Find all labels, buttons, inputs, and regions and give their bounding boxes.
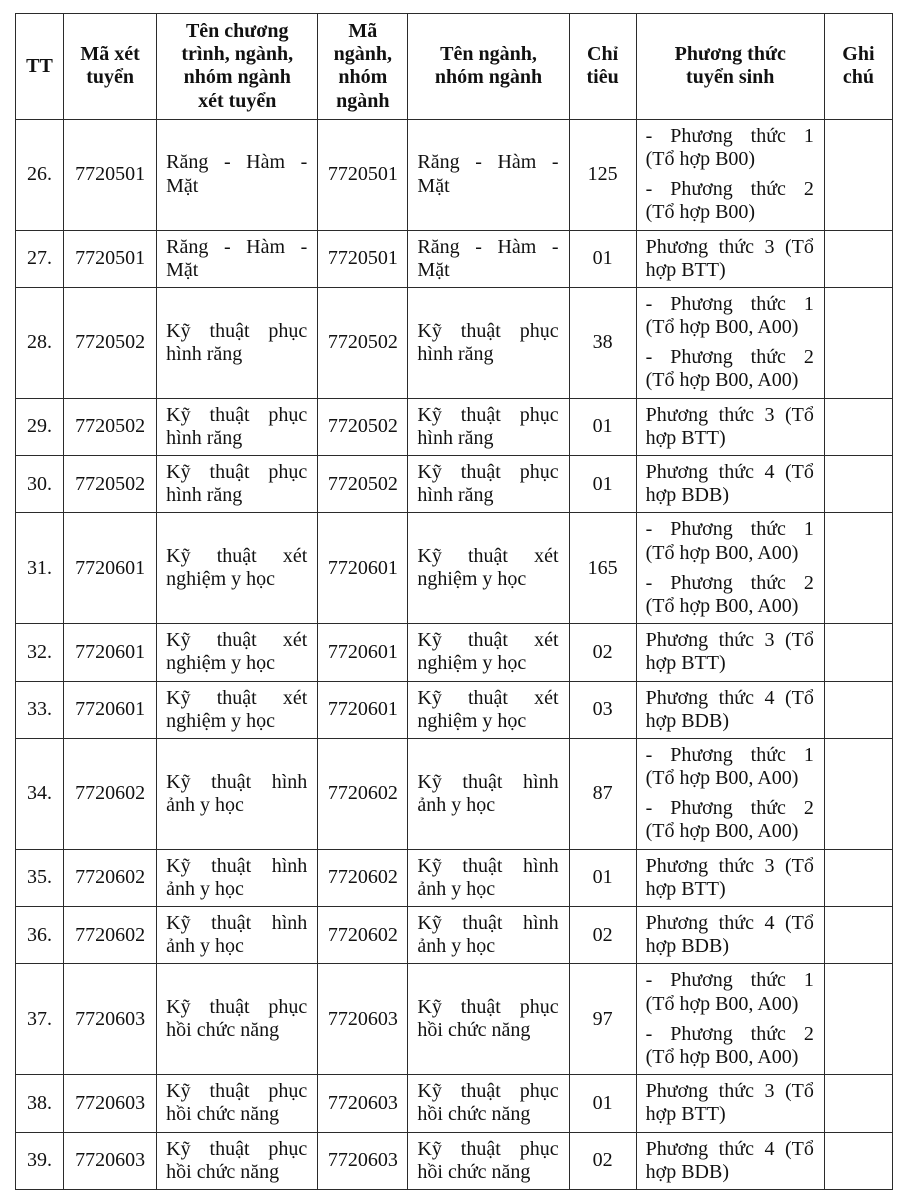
method-line: - Phương thức 2 [645,1022,814,1045]
method-line: Phương thức 3 (Tổ [645,854,814,877]
cell-ghi_chu [824,849,892,906]
header-label: chú [842,66,874,89]
program-name-line: hồi chức năng [417,1019,531,1042]
cell-ten_nganh [408,681,569,738]
program-name-line: Răng - Hàm - [166,235,308,258]
cell-ten_chuong_trinh [157,849,318,906]
cell-ma_nganh: 7720501 [318,119,408,230]
cell-ten_chuong_trinh [157,287,318,398]
cell-ghi_chu [824,1132,892,1189]
cell-ghi_chu [824,456,892,513]
cell-phuong_thuc [636,1132,824,1189]
program-name-line: hình răng [417,342,494,365]
cell-ten_chuong_trinh [157,681,318,738]
cell-ghi_chu [824,119,892,230]
admission-method-item [646,687,814,733]
header-label: nhóm [338,66,388,89]
header-label: ngành [336,89,390,112]
cell-ten_nganh [408,456,569,513]
cell-chi_tieu: 38 [569,287,636,398]
table-row [16,287,893,398]
method-line: - Phương thức 1 [645,124,814,147]
cell-ma_xet_tuyen: 7720501 [64,119,157,230]
admission-method-item [646,629,814,675]
header-label: tuyển [86,66,134,89]
method-line: Phương thức 3 (Tổ [645,235,814,258]
table-row [16,398,893,455]
header-label: Mã [348,20,378,42]
cell-chi_tieu: 87 [569,738,636,849]
cell-ten_chuong_trinh [157,1075,318,1132]
table-row [16,230,893,287]
admission-method-item [646,518,814,564]
cell-ten_chuong_trinh [157,456,318,513]
header-cell-phuong_thuc [636,14,824,120]
cell-chi_tieu: 01 [569,849,636,906]
method-line: (Tổ hợp B00, A00) [645,316,799,339]
cell-tt: 28. [16,287,64,398]
method-line: Phương thức 3 (Tổ [645,1080,814,1103]
cell-ten_nganh [408,513,569,624]
cell-chi_tieu: 165 [569,513,636,624]
table-row [16,849,893,906]
method-line: (Tổ hợp B00, A00) [645,1045,799,1068]
cell-ma_xet_tuyen: 7720601 [64,681,157,738]
cell-chi_tieu: 01 [569,398,636,455]
cell-ten_chuong_trinh [157,964,318,1075]
program-name-line: Kỹ thuật xét [417,686,559,709]
cell-ma_xet_tuyen: 7720502 [64,287,157,398]
method-line: hợp BTT) [645,652,726,675]
program-name-line: hồi chức năng [166,1019,280,1042]
cell-ghi_chu [824,964,892,1075]
method-line: hợp BDB) [645,709,729,732]
cell-tt: 29. [16,398,64,455]
header-cell-ghi_chu [824,14,892,120]
method-line: (Tổ hợp B00, A00) [645,767,799,790]
admission-method-item [646,236,814,282]
table-row [16,513,893,624]
header-label: Phương thức [674,43,786,66]
program-name-line: Kỹ thuật phục [417,1080,559,1103]
method-line: (Tổ hợp B00, A00) [645,820,799,843]
admission-method-item [646,404,814,450]
cell-ma_nganh: 7720603 [318,1075,408,1132]
cell-phuong_thuc [636,287,824,398]
program-name-line: ảnh y học [417,935,496,958]
cell-tt: 37. [16,964,64,1075]
program-name-line: Kỹ thuật phục [166,996,308,1019]
cell-ten_nganh [408,624,569,681]
method-line: (Tổ hợp B00, A00) [645,594,799,617]
method-line: - Phương thức 2 [645,571,814,594]
cell-ghi_chu [824,287,892,398]
cell-phuong_thuc [636,1075,824,1132]
program-name-line: ảnh y học [166,935,244,958]
cell-chi_tieu: 02 [569,907,636,964]
table-row [16,907,893,964]
table-body [16,119,893,1189]
cell-tt: 32. [16,624,64,681]
cell-ma_xet_tuyen: 7720502 [64,398,157,455]
cell-tt: 27. [16,230,64,287]
program-name-line: nghiệm y học [166,709,276,732]
cell-ma_nganh: 7720602 [318,738,408,849]
table-row [16,1075,893,1132]
program-name-line: ảnh y học [166,793,244,816]
admission-method-item [646,912,814,958]
cell-ma_nganh: 7720502 [318,398,408,455]
method-line: (Tổ hợp B00, A00) [645,541,799,564]
cell-ten_nganh [408,1132,569,1189]
method-line: Phương thức 3 (Tổ [645,629,814,652]
header-row [16,14,893,120]
cell-ten_chuong_trinh [157,513,318,624]
method-line: - Phương thức 2 [645,797,814,820]
cell-ten_nganh [408,398,569,455]
program-name-line: Răng - Hàm - [417,235,559,258]
cell-ten_chuong_trinh [157,907,318,964]
cell-tt: 30. [16,456,64,513]
cell-tt: 33. [16,681,64,738]
cell-ten_chuong_trinh [157,398,318,455]
method-line: Phương thức 4 (Tổ [645,1137,814,1160]
program-name-line: Mặt [417,174,450,197]
cell-chi_tieu: 01 [569,456,636,513]
cell-ten_nganh [408,287,569,398]
admissions-quota-table [15,13,893,1190]
program-name-line: Kỹ thuật hình [417,770,559,793]
cell-tt: 38. [16,1075,64,1132]
cell-ma_nganh: 7720502 [318,456,408,513]
cell-chi_tieu: 02 [569,624,636,681]
table-row [16,681,893,738]
admission-method-item [646,855,814,901]
method-line: - Phương thức 1 [645,743,814,766]
program-name-line: hình răng [417,484,494,507]
cell-ma_xet_tuyen: 7720601 [64,624,157,681]
method-line: (Tổ hợp B00) [645,201,756,224]
cell-ten_nganh [408,907,569,964]
program-name-line: Kỹ thuật xét [166,629,308,652]
method-line: hợp BDB) [645,1160,729,1183]
table-header [16,14,893,120]
method-line: - Phương thức 1 [645,969,814,992]
program-name-line: Kỹ thuật phục [417,403,559,426]
method-line: - Phương thức 2 [645,178,814,201]
admission-method-item [646,461,814,507]
cell-phuong_thuc [636,119,824,230]
cell-ma_xet_tuyen: 7720603 [64,1132,157,1189]
cell-ma_xet_tuyen: 7720603 [64,964,157,1075]
method-line: Phương thức 4 (Tổ [645,686,814,709]
cell-ma_nganh: 7720603 [318,964,408,1075]
cell-ma_nganh: 7720601 [318,681,408,738]
method-line: hợp BDB) [645,935,729,958]
header-cell-chi_tieu [569,14,636,120]
cell-ma_nganh: 7720601 [318,513,408,624]
header-label: Ghi [842,43,875,66]
program-name-line: Mặt [417,258,450,281]
program-name-line: Kỹ thuật hình [417,854,559,877]
program-name-line: Kỹ thuật phục [166,319,308,342]
program-name-line: Mặt [166,174,199,197]
cell-tt: 34. [16,738,64,849]
header-cell-ten_chuong_trinh [157,14,318,120]
cell-phuong_thuc [636,964,824,1075]
program-name-line: ảnh y học [166,877,244,900]
header-cell-ten_nganh [408,14,569,120]
method-line: hợp BTT) [645,426,726,449]
program-name-line: Kỹ thuật phục [166,1080,308,1103]
program-name-line: Kỹ thuật phục [417,1137,559,1160]
program-name-line: ảnh y học [417,877,496,900]
cell-ten_nganh [408,1075,569,1132]
method-line: hợp BTT) [645,1103,726,1126]
cell-tt: 35. [16,849,64,906]
admission-method-item [646,1023,814,1069]
header-label: Mã xét [80,43,140,66]
cell-ghi_chu [824,907,892,964]
method-line: - Phương thức 1 [645,292,814,315]
cell-ten_chuong_trinh [157,1132,318,1189]
cell-ten_chuong_trinh [157,624,318,681]
program-name-line: nghiệm y học [417,652,527,675]
cell-ghi_chu [824,624,892,681]
program-name-line: nghiệm y học [417,709,527,732]
cell-phuong_thuc [636,456,824,513]
method-line: Phương thức 4 (Tổ [645,461,814,483]
header-label: Tên chương [185,20,289,42]
cell-ten_nganh [408,119,569,230]
program-name-line: nghiệm y học [166,652,276,675]
header-label: tiêu [586,66,619,89]
program-name-line: Kỹ thuật xét [166,545,308,568]
cell-ghi_chu [824,398,892,455]
program-name-line: Mặt [166,258,199,281]
method-line: - Phương thức 2 [645,346,814,369]
admission-method-item [646,125,814,171]
admission-method-item [646,744,814,790]
program-name-line: Kỹ thuật xét [417,629,559,652]
cell-ma_xet_tuyen: 7720502 [64,456,157,513]
cell-ten_nganh [408,964,569,1075]
program-name-line: hình răng [417,426,494,449]
cell-ten_nganh [408,849,569,906]
cell-phuong_thuc [636,907,824,964]
method-line: (Tổ hợp B00, A00) [645,369,799,392]
program-name-line: Răng - Hàm - [417,151,559,174]
header-label: nhóm ngành [434,66,543,89]
cell-phuong_thuc [636,230,824,287]
cell-ma_nganh: 7720602 [318,849,408,906]
cell-ghi_chu [824,738,892,849]
program-name-line: hình răng [166,426,243,449]
admission-method-item [646,969,814,1015]
table-row [16,1132,893,1189]
program-name-line: hồi chức năng [417,1103,531,1126]
program-name-line: Kỹ thuật xét [417,545,559,568]
admission-method-item [646,1080,814,1126]
program-name-line: ảnh y học [417,793,496,816]
cell-ten_nganh [408,738,569,849]
admission-method-item [646,346,814,392]
cell-tt: 31. [16,513,64,624]
program-name-line: Kỹ thuật hình [166,854,308,877]
table-row [16,456,893,513]
cell-chi_tieu: 01 [569,1075,636,1132]
cell-ma_nganh: 7720603 [318,1132,408,1189]
program-name-line: hình răng [166,484,243,507]
program-name-line: Kỹ thuật hình [166,770,308,793]
cell-ma_xet_tuyen: 7720602 [64,907,157,964]
program-name-line: Kỹ thuật phục [417,319,559,342]
header-label: tuyển sinh [686,66,775,89]
admission-method-item [646,797,814,843]
program-name-line: Kỹ thuật xét [166,686,308,709]
cell-chi_tieu: 97 [569,964,636,1075]
cell-ten_chuong_trinh [157,230,318,287]
cell-ma_xet_tuyen: 7720603 [64,1075,157,1132]
program-name-line: Kỹ thuật hình [166,912,308,934]
program-name-line: Răng - Hàm - [166,151,308,174]
program-name-line: Kỹ thuật phục [417,996,559,1019]
header-label: ngành, [333,43,393,66]
program-name-line: hồi chức năng [417,1160,531,1183]
header-label: Tên ngành, [440,43,537,66]
cell-ma_xet_tuyen: 7720501 [64,230,157,287]
cell-chi_tieu: 01 [569,230,636,287]
cell-ma_xet_tuyen: 7720602 [64,849,157,906]
program-name-line: nghiệm y học [417,568,527,591]
cell-phuong_thuc [636,624,824,681]
header-label: TT [26,54,53,77]
cell-phuong_thuc [636,681,824,738]
header-label: trình, ngành, [181,43,294,66]
method-line: hợp BDB) [645,484,729,507]
cell-ghi_chu [824,230,892,287]
program-name-line: nghiệm y học [166,568,276,591]
header-cell-ma_nganh [318,14,408,120]
header-label: xét tuyển [198,89,277,112]
cell-ma_nganh: 7720602 [318,907,408,964]
method-line: (Tổ hợp B00) [645,147,756,170]
cell-ma_nganh: 7720502 [318,287,408,398]
method-line: hợp BTT) [645,877,726,900]
cell-ghi_chu [824,681,892,738]
admission-method-item [646,572,814,618]
cell-tt: 36. [16,907,64,964]
cell-ma_nganh: 7720601 [318,624,408,681]
cell-phuong_thuc [636,513,824,624]
cell-tt: 26. [16,119,64,230]
table-row [16,624,893,681]
cell-ten_chuong_trinh [157,119,318,230]
cell-ma_nganh: 7720501 [318,230,408,287]
cell-ten_nganh [408,230,569,287]
admission-method-item [646,1138,814,1184]
program-name-line: Kỹ thuật phục [166,403,308,426]
header-label: Chỉ [587,43,619,66]
program-name-line: hồi chức năng [166,1103,280,1126]
program-name-line: hình răng [166,342,243,365]
program-name-line: Kỹ thuật hình [417,912,559,934]
table-row [16,964,893,1075]
cell-ghi_chu [824,513,892,624]
admission-method-item [646,178,814,224]
cell-chi_tieu: 02 [569,1132,636,1189]
cell-ghi_chu [824,1075,892,1132]
program-name-line: Kỹ thuật phục [417,461,559,483]
cell-phuong_thuc [636,849,824,906]
admission-method-item [646,293,814,339]
method-line: Phương thức 4 (Tổ [645,912,814,934]
cell-phuong_thuc [636,398,824,455]
table-row [16,738,893,849]
cell-chi_tieu: 03 [569,681,636,738]
header-label: nhóm ngành [183,66,291,89]
cell-tt: 39. [16,1132,64,1189]
method-line: - Phương thức 1 [645,518,814,541]
program-name-line: Kỹ thuật phục [166,461,308,483]
cell-ma_xet_tuyen: 7720601 [64,513,157,624]
program-name-line: hồi chức năng [166,1160,280,1183]
header-cell-ma_xet_tuyen [64,14,157,120]
cell-ma_xet_tuyen: 7720602 [64,738,157,849]
program-name-line: Kỹ thuật phục [166,1137,308,1160]
method-line: Phương thức 3 (Tổ [645,403,814,426]
method-line: hợp BTT) [645,258,726,281]
table-row [16,119,893,230]
cell-phuong_thuc [636,738,824,849]
method-line: (Tổ hợp B00, A00) [645,992,799,1015]
cell-chi_tieu: 125 [569,119,636,230]
cell-ten_chuong_trinh [157,738,318,849]
header-cell-tt [16,14,64,120]
